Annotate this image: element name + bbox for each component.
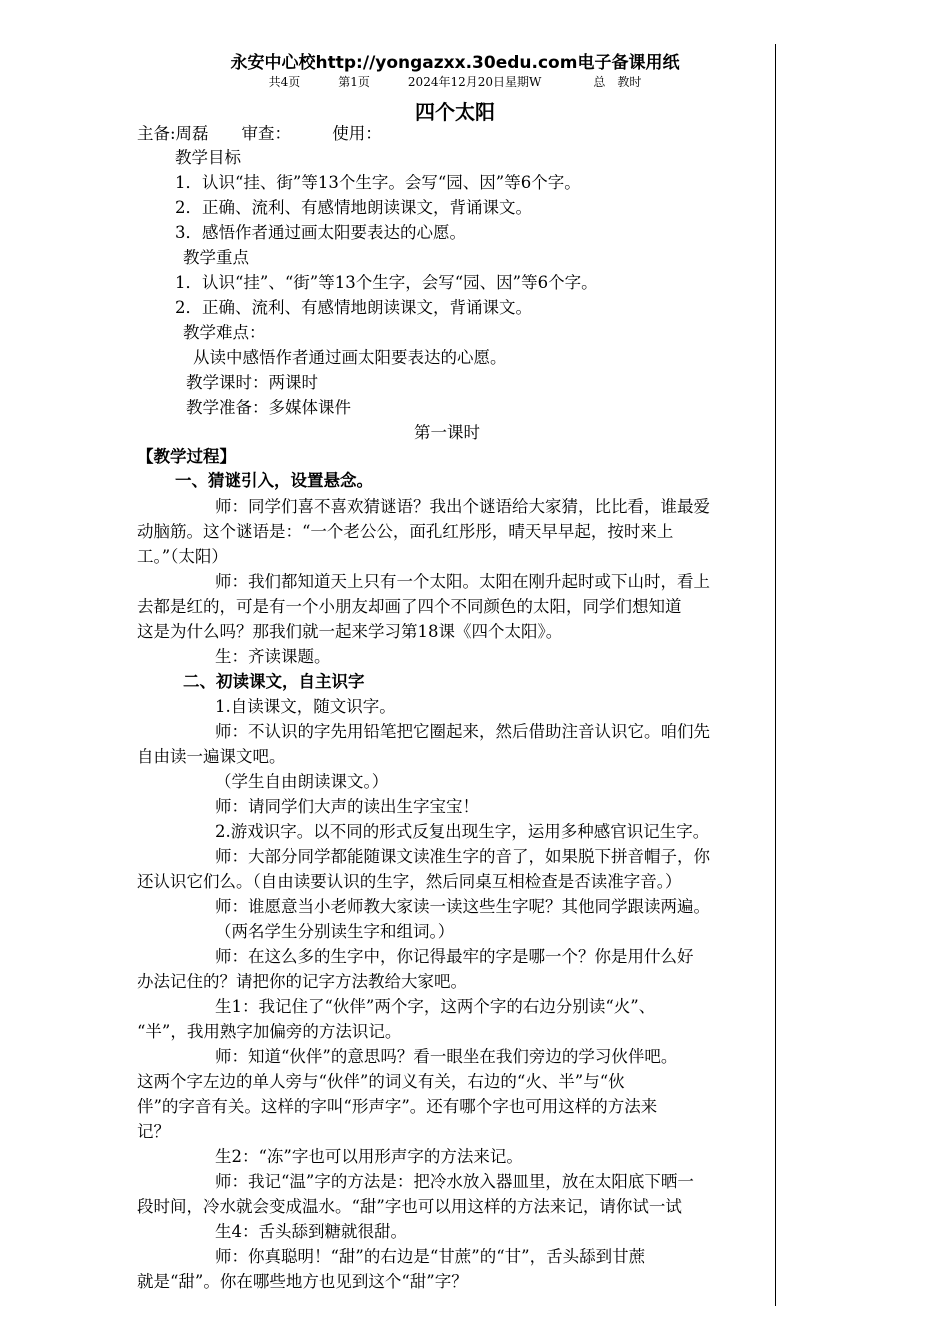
body-line: 生：齐读课题。	[215, 647, 331, 666]
body-line: 生4：舌头舔到糖就很甜。	[215, 1222, 407, 1241]
meta-line: 主备:周磊 审查： 使用：	[137, 124, 382, 143]
body-line: 工。”（太阳）	[137, 547, 228, 566]
total-hours-label: 总 教时	[593, 75, 642, 89]
key-point-item: 2．正确、流利、有感情地朗读课文，背诵课文。	[175, 298, 532, 317]
body-line: 师：你真聪明！“甜”的右边是“甘蔗”的“甘”，舌头舔到甘蔗	[215, 1247, 646, 1266]
total-pages: 共4页	[268, 75, 301, 89]
body-line: 师：知道“伙伴”的意思吗？看一眼坐在我们旁边的学习伙伴吧。	[215, 1047, 678, 1066]
body-line: （两名学生分别读生字和组词。）	[215, 922, 455, 941]
key-point-item: 1．认识“挂”、“街”等13个生字，会写“园、因”等6个字。	[175, 273, 598, 292]
section-heading: 一、猜谜引入，设置悬念。	[175, 471, 373, 490]
body-line: 自由读一遍课文吧。	[137, 747, 286, 766]
body-line: 师：在这么多的生字中，你记得最牢的字是哪一个？你是用什么好	[215, 947, 694, 966]
body-line: 生2：“冻”字也可以用形声字的方法来记。	[215, 1147, 523, 1166]
body-line: 这是为什么吗？那我们就一起来学习第18课《四个太阳》。	[137, 622, 563, 641]
key-points-heading: 教学重点	[183, 248, 249, 267]
body-line: 就是“甜”。你在哪些地方也见到这个“甜”字？	[137, 1272, 468, 1291]
body-line: 师：同学们喜不喜欢猜谜语？我出个谜语给大家猜，比比看，谁最爱	[215, 497, 710, 516]
body-line: 2.游戏识字。以不同的形式反复出现生字，运用多种感官识记生字。	[215, 822, 710, 841]
body-line: 办法记住的？请把你的记字方法教给大家吧。	[137, 972, 467, 991]
page-title: 四个太阳	[415, 100, 495, 124]
process-heading: 【教学过程】	[137, 447, 236, 466]
body-line: 伴”的字音有关。这样的字叫“形声字”。还有哪个字也可用这样的方法来	[137, 1097, 658, 1116]
body-line: “半”，我用熟字加偏旁的方法识记。	[137, 1022, 402, 1041]
body-line: 师：请同学们大声的读出生字宝宝！	[215, 797, 479, 816]
difficulty-heading: 教学难点：	[183, 323, 266, 342]
page-number: 第1页	[338, 75, 370, 89]
objective-item: 3．感悟作者通过画太阳要表达的心愿。	[175, 223, 466, 242]
class-hours: 教学课时：两课时	[186, 373, 318, 392]
body-line: 生1：我记住了“伙伴”两个字，这两个字的右边分别读“火”、	[215, 997, 656, 1016]
body-line: 段时间，冷水就会变成温水。“甜”字也可以用这样的方法来记，请你试一试	[137, 1197, 682, 1216]
preparation: 教学准备：多媒体课件	[186, 398, 351, 417]
body-line: 师：大部分同学都能随课文读准生字的音了，如果脱下拼音帽子，你	[215, 847, 710, 866]
page-info-line	[0, 73, 910, 90]
body-line: 记？	[137, 1122, 170, 1141]
body-line: 师：谁愿意当小老师教大家读一读这些生字呢？其他同学跟读两遍。	[215, 897, 710, 916]
body-line: 1.自读课文，随文识字。	[215, 697, 396, 716]
lesson-title: 第一课时	[414, 423, 480, 442]
objective-item: 2．正确、流利、有感情地朗读课文，背诵课文。	[175, 198, 532, 217]
objective-item: 1．认识“挂、街”等13个生字。会写“园、因”等6个字。	[175, 173, 581, 192]
page-date: 2024年12月20日星期W	[407, 75, 542, 89]
body-line: 师：我记“温”字的方法是：把冷水放入器皿里，放在太阳底下晒一	[215, 1172, 694, 1191]
body-line: 师：我们都知道天上只有一个太阳。太阳在刚升起时或下山时，看上	[215, 572, 710, 591]
body-line: 还认识它们么。（自由读要认识的生字，然后同桌互相检查是否读准字音。）	[137, 872, 682, 891]
body-line: 动脑筋。这个谜语是：“一个老公公，面孔红彤彤，晴天早早起，按时来上	[137, 522, 674, 541]
objectives-heading: 教学目标	[175, 148, 241, 167]
right-margin-line	[775, 44, 776, 1306]
body-line: 去都是红的，可是有一个小朋友却画了四个不同颜色的太阳，同学们想知道	[137, 597, 682, 616]
body-line: 师：不认识的字先用铅笔把它圈起来，然后借助注音认识它。咱们先	[215, 722, 710, 741]
section-heading: 二、初读课文，自主识字	[183, 672, 365, 691]
school-header: 永安中心校http://yongazxx.30edu.com电子备课用纸	[230, 53, 680, 73]
body-line: 这两个字左边的单人旁与“伙伴”的词义有关，右边的“火、半”与“伙	[137, 1072, 625, 1091]
difficulty-text: 从读中感悟作者通过画太阳要表达的心愿。	[193, 348, 507, 367]
body-line: （学生自由朗读课文。）	[215, 772, 389, 791]
